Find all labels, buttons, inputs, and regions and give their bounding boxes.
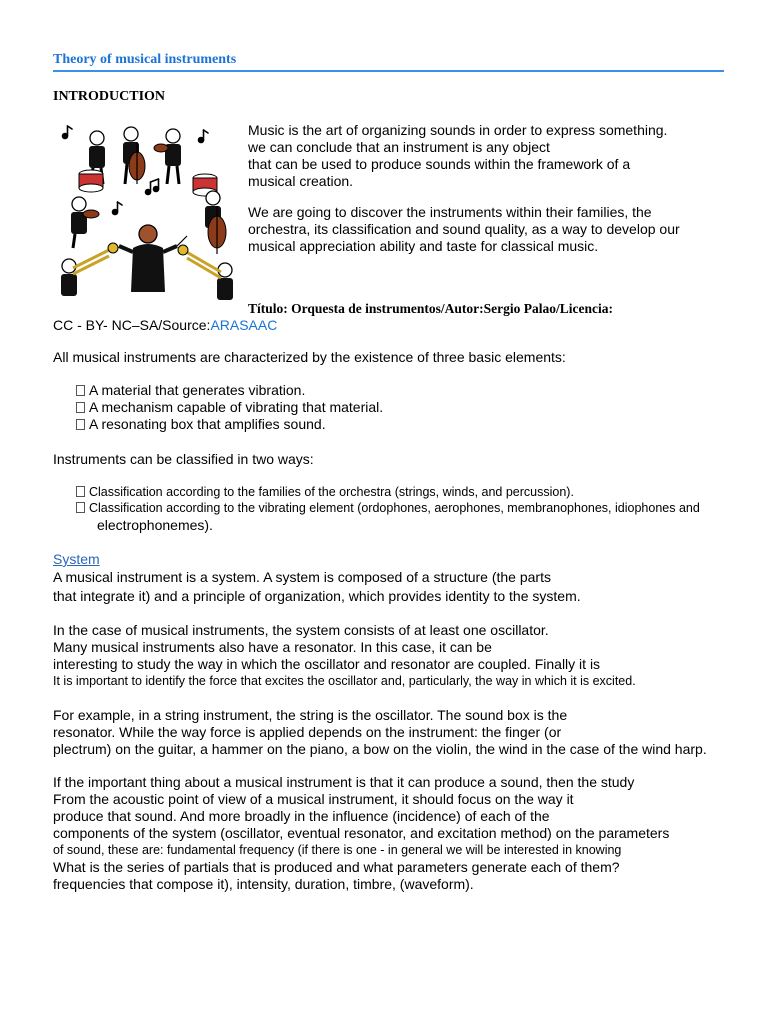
image-credit-license [53, 317, 277, 333]
list-item: A mechanism capable of vibrating that material. [76, 399, 383, 416]
system-paragraph-1: A musical instrument is a system. A system is composed of a structure (the parts that integrate it) and a principle of organization, which provides identity to the system. [53, 569, 581, 604]
introduction-heading: INTRODUCTION [53, 89, 166, 104]
intro-line: we can conclude that an instrument is any object [248, 139, 550, 155]
violinist-figure [71, 197, 99, 248]
trombonist-figure [61, 243, 118, 296]
list-item: Classification according to the vibrating element (ordophones, aerophones, membranophones, idiophones and [76, 500, 700, 516]
title-underline [53, 70, 724, 72]
license-text: CC - BY- NC–SA/Source: [53, 317, 211, 333]
intro-line: musical creation. [248, 173, 354, 189]
violinist-figure [154, 129, 181, 184]
cellist-figure [123, 127, 145, 184]
classification-lead: Instruments can be classified in two ways: [53, 451, 314, 467]
classification-list [76, 484, 700, 534]
list-item: Classification according to the families of the orchestra (strings, winds, and percussion). [76, 484, 700, 500]
intro-line: We are going to discover the instruments within their families, the [248, 204, 652, 220]
orchestra-illustration [53, 122, 243, 304]
music-note-icon [113, 202, 123, 215]
document-title: Theory of musical instruments [53, 52, 237, 67]
elements-lead: All musical instruments are characterized by the existence of three basic elements: [53, 349, 566, 365]
list-item: A material that generates vibration. [76, 382, 383, 399]
cellist-figure [205, 191, 226, 254]
checkbox-bullet-icon [76, 402, 85, 413]
system-paragraph-4: If the important thing about a musical instrument is that it can produce a sound, then the study From the acoustic point of view of a musical instrument, it should focus on the way it produce that sound. And more broadly in the influence (incidence) of each of the components of the system (oscillator, eventual resonator, and excitation method) on the parameters of sound, these are: fundamental frequency (if there is one - in general we will be interested in knowing What is the series of partials that is produced and what parameters generate each of them? frequencies that compose it), intensity, duration, timbre, (waveform). [53, 774, 670, 892]
trombonist-figure [178, 245, 233, 300]
checkbox-bullet-icon [76, 486, 85, 497]
checkbox-bullet-icon [76, 502, 85, 513]
intro-line: Music is the art of organizing sounds in order to express something. [248, 122, 668, 138]
intro-line: musical appreciation ability and taste for classical music. [248, 238, 599, 254]
checkbox-bullet-icon [76, 385, 85, 396]
music-note-icon [146, 179, 159, 195]
introduction-text [248, 122, 696, 255]
image-credit-title: Título: Orquesta de instrumentos/Autor:Sergio Palao/Licencia: [248, 301, 613, 316]
list-item: A resonating box that amplifies sound. [76, 416, 383, 433]
elements-list [76, 382, 383, 433]
music-note-icon [199, 130, 209, 143]
intro-line: that can be used to produce sounds within the framework of a [248, 156, 631, 172]
checkbox-bullet-icon [76, 419, 85, 430]
music-note-icon [63, 126, 73, 139]
system-paragraph-2: In the case of musical instruments, the system consists of at least one oscillator. Many musical instruments also have a resonator. In this case, it can be interesting to study the way in which the oscillator and resonator are coupled. Finally it is It is important to identify the force that excites the oscillator and, particularly, the way in which it is excited. [53, 622, 636, 688]
list-item-continuation: electrophonemes). [97, 517, 213, 533]
arasaac-link[interactable]: ARASAAC [210, 317, 278, 333]
conductor-figure [119, 225, 187, 292]
intro-line: orchestra, its classification and sound quality, as a way to develop our [248, 221, 680, 237]
system-heading-link[interactable]: System [53, 551, 100, 567]
system-paragraph-3: For example, in a string instrument, the string is the oscillator. The sound box is the resonator. While the way force is applied depends on the instrument: the finger (or plectrum) on the guitar, a hammer on the piano, a bow on the violin, the wind in the case of the wind harp. [53, 707, 707, 757]
drum-icon [79, 170, 103, 192]
